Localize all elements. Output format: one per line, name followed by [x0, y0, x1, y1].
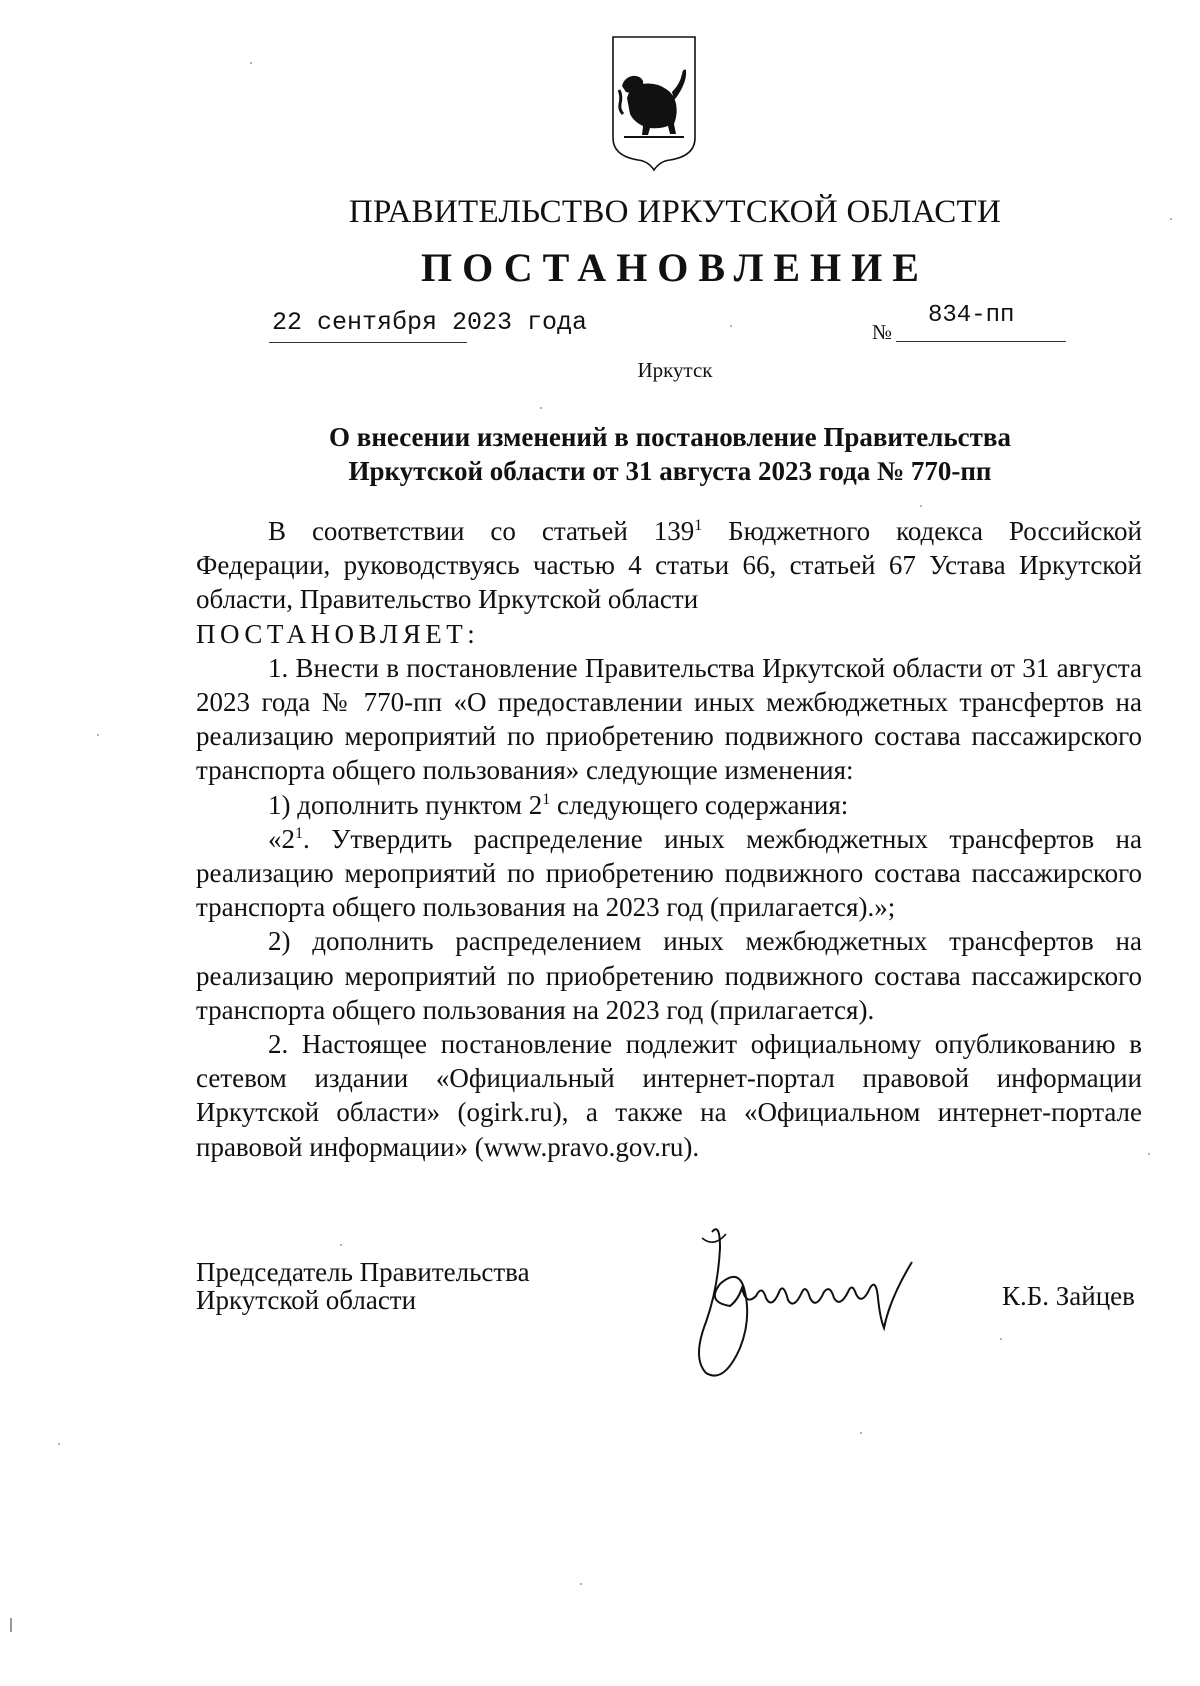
signer-name: К.Б. Зайцев: [1002, 1281, 1135, 1311]
scan-speck: [540, 407, 542, 409]
scan-speck: [920, 505, 922, 507]
scan-speck: [860, 1432, 862, 1434]
scan-speck: [58, 1443, 60, 1445]
signer-position: [196, 1258, 530, 1314]
preamble-text: В соответствии со статьей 139: [268, 516, 695, 546]
subitem-1-paragraph: [196, 788, 1142, 822]
decree-word: ПОСТАНОВЛЯЕТ:: [196, 618, 480, 649]
number-underline: [896, 341, 1066, 342]
document-number: 834-пп: [928, 302, 1015, 329]
date-underline: [269, 342, 467, 343]
document-type: ПОСТАНОВЛЕНИЕ: [421, 245, 929, 290]
subitem-text: 1) дополнить пунктом 2: [268, 789, 543, 820]
scan-speck: [10, 1618, 12, 1632]
superscript: 1: [295, 824, 303, 842]
title-line: О внесении изменений в постановление Правительства: [329, 422, 1011, 452]
scan-speck: [340, 1244, 342, 1246]
scan-speck: [97, 734, 99, 736]
irkutsk-coat-of-arms-icon: [610, 34, 698, 172]
signer-position-line: Иркутской области: [196, 1285, 417, 1315]
item-2-paragraph: 2. Настоящее постановление подлежит официальному опубликованию в сетевом издании «Официальный интернет-портал правовой информации Иркутской области» (ogirk.ru), а также на «Официальном интернет-портале правовой информации» (www.pravo.gov.ru).: [196, 1029, 1142, 1162]
scan-speck: [1000, 1338, 1002, 1340]
scan-speck: [580, 1583, 582, 1585]
document-date: 22 сентября 2023 года: [272, 308, 588, 337]
scan-speck: [1148, 1153, 1150, 1155]
number-sign: №: [872, 320, 893, 344]
document-body: [196, 514, 1142, 1164]
item-1-paragraph: 1. Внести в постановление Правительства Иркутской области от 31 августа 2023 года № 770-пп «О предоставлении иных межбюджетных трансфертов на реализацию мероприятий по приобретению подвижного состава пассажирского транспорта общего пользования» следующие изменения:: [196, 652, 1142, 786]
quoted-clause-paragraph: [196, 822, 1142, 925]
title-line: Иркутской области от 31 августа 2023 года № 770-пп: [348, 456, 992, 486]
subitem-text: следующего содержания:: [550, 789, 849, 820]
document-title: [270, 420, 1070, 488]
subitem-2-paragraph: 2) дополнить распределением иных межбюджетных трансфертов на реализацию мероприятий по приобретению подвижного состава пассажирского транспорта общего пользования на 2023 год (прилагается).: [196, 926, 1142, 1025]
scan-speck: [250, 62, 252, 64]
quote-text: «2: [268, 823, 295, 854]
quote-text: . Утвердить распределение иных межбюджетных трансфертов на реализацию мероприятий по приобретению подвижного состава пассажирского транспорта общего пользования на 2023 год (прилагается).»;: [196, 823, 1142, 923]
scan-speck: [730, 325, 732, 327]
preamble-paragraph: [196, 514, 1142, 617]
preamble-text: Бюджетного кодекса Российской Федерации, руководствуясь частью 4 статьи 66, статьей 67 Устава Иркутской области, Правительство Иркутской области: [196, 516, 1143, 615]
superscript: 1: [694, 517, 703, 534]
signer-position-line: Председатель Правительства: [196, 1257, 530, 1287]
organization-name: ПРАВИТЕЛЬСТВО ИРКУТСКОЙ ОБЛАСТИ: [348, 194, 1002, 230]
handwritten-signature-icon: [680, 1218, 960, 1383]
superscript: 1: [542, 790, 551, 808]
document-city: Иркутск: [637, 358, 713, 382]
